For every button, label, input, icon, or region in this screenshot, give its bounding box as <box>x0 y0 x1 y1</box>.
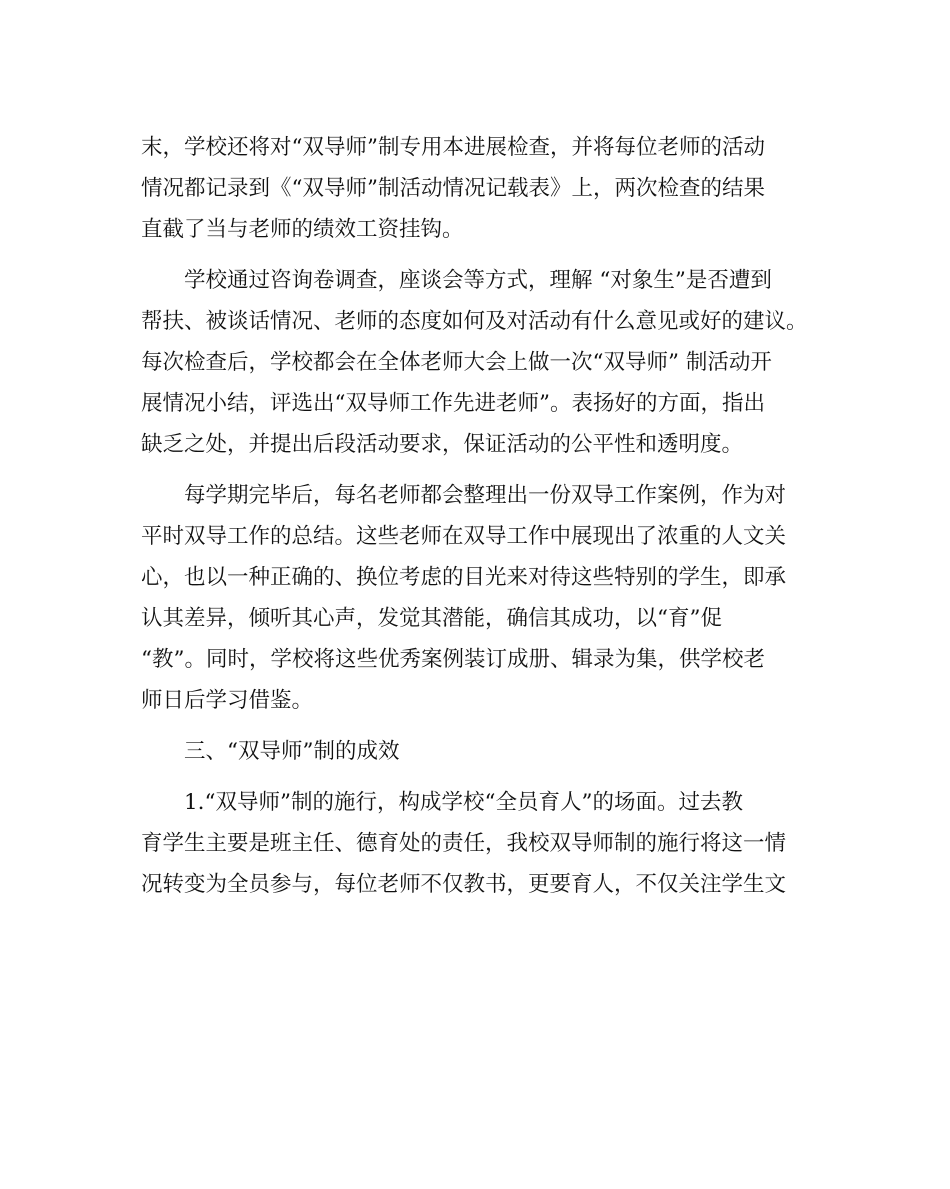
text-line: 缺乏之处，并提出后段活动要求，保证活动的公平性和透明度。 <box>141 432 744 457</box>
text-line: 帮扶、被谈话情况、老师的态度如何及对活动有什么意见或好的建议。 <box>141 309 808 334</box>
text-line: 学校通过咨询卷调查，座谈会等方式，理解 “对象生”是否遭到 <box>184 268 772 293</box>
text-line: 认其差异，倾听其心声，发觉其潜能，确信其成功，以“育”促 <box>141 606 722 631</box>
text-line: 直截了当与老师的绩效工资挂钩。 <box>141 217 464 242</box>
text-line: 展情况小结，评选出“双导师工作先进老师”。表扬好的方面，指出 <box>141 391 765 416</box>
text-line: 每学期完毕后，每名老师都会整理出一份双导工作案例，作为对 <box>184 483 787 508</box>
text-line: 每次检查后，学校都会在全体老师大会上做一次“双导师” 制活动开 <box>141 350 772 375</box>
text-line: 况转变为全员参与，每位老师不仅教书，更要育人，不仅关注学生文 <box>141 872 787 897</box>
section-heading: 三、“双导师”制的成效 <box>184 739 400 764</box>
text-line: 1.“双导师”制的施行，构成学校“全员育人”的场面。过去教 <box>184 790 743 815</box>
text-line: 育学生主要是班主任、德育处的责任，我校双导师制的施行将这一情 <box>141 831 787 856</box>
text-line: “教”。同时，学校将这些优秀案例装订成册、辑录为集，供学校老 <box>141 647 765 672</box>
text-line: 平时双导工作的总结。这些老师在双导工作中展现出了浓重的人文关 <box>141 524 787 549</box>
text-line: 师日后学习借鉴。 <box>141 688 314 713</box>
text-line: 心，也以一种正确的、换位考虑的目光来对待这些特别的学生，即承 <box>141 565 787 590</box>
text-line: 情况都记录到《“双导师”制活动情况记载表》上，两次检查的结果 <box>141 176 765 201</box>
text-line: 末，学校还将对“双导师”制专用本进展检查，并将每位老师的活动 <box>141 135 765 160</box>
document-body <box>141 127 811 905</box>
